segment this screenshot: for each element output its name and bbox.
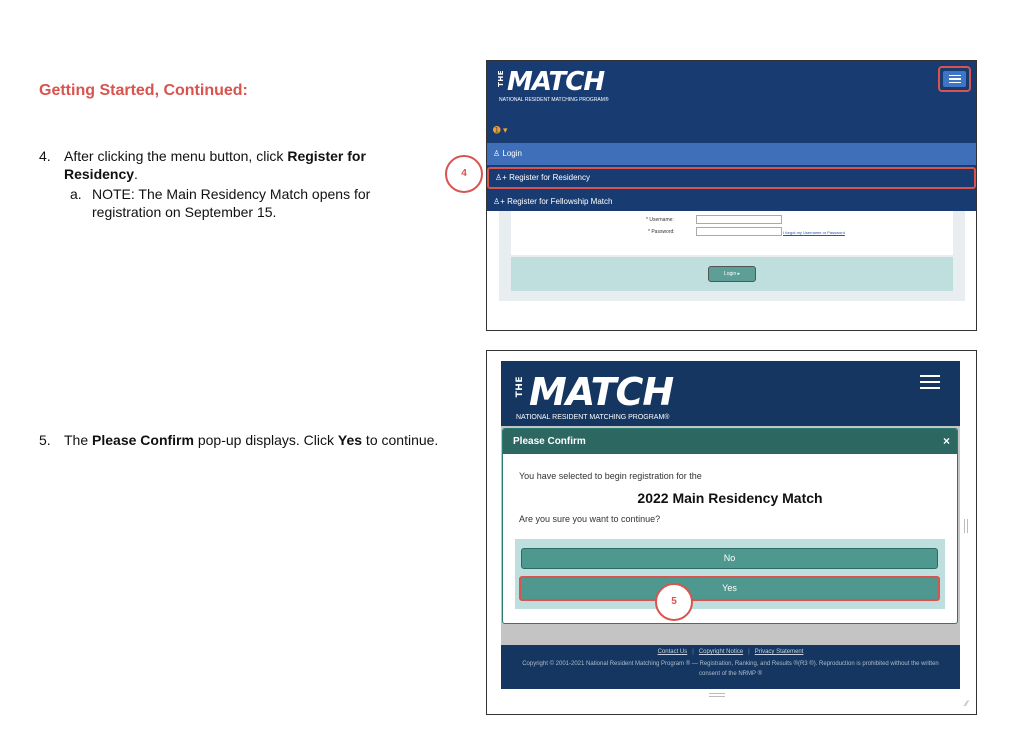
hamburger-icon[interactable] — [920, 375, 940, 389]
add-user-icon: ♙+ — [493, 197, 505, 206]
login-button[interactable]: Login ▸ — [708, 266, 756, 282]
step-bold-text: Yes — [337, 432, 363, 448]
link-separator: | — [692, 649, 694, 655]
step-bold-text: Please Confirm — [92, 432, 194, 448]
copyright-text: Copyright © 2001-2021 National Resident Matching Program ® — Registration, Ranking, and Results ®(R3 ®). Reproduction is prohibited without the written consent of the NRMP ® — [522, 661, 939, 677]
site-footer — [501, 645, 960, 689]
step-number: 5. — [39, 432, 51, 448]
logo-the: THE — [515, 376, 525, 398]
login-form — [499, 211, 965, 301]
step-text: After clicking the menu button, click — [64, 148, 288, 164]
screenshot-menu — [486, 60, 977, 331]
password-input[interactable] — [696, 227, 782, 236]
menu-item-login[interactable] — [487, 143, 976, 165]
menu-item-label: Register for Residency — [509, 173, 590, 182]
hamburger-icon — [943, 71, 966, 87]
menu-item-register-residency[interactable] — [487, 167, 976, 189]
callout-5: 5 — [655, 583, 693, 621]
contact-link[interactable]: Contact Us — [657, 649, 688, 655]
step-5 — [39, 431, 439, 449]
site-header — [501, 361, 960, 426]
step-4-note — [70, 185, 439, 221]
step-text: pop-up displays. Click — [193, 432, 338, 448]
modal-header — [503, 429, 957, 454]
login-fields — [511, 211, 953, 255]
login-button-bar — [511, 257, 953, 291]
step-4 — [39, 147, 439, 221]
modal-title: Please Confirm — [513, 436, 586, 447]
username-input[interactable] — [696, 215, 782, 224]
username-label: * Username: — [646, 217, 674, 223]
copyright-link[interactable]: Copyright Notice — [698, 649, 744, 655]
modal-intro-text: You have selected to begin registration for the — [519, 471, 702, 481]
add-user-icon: ♙+ — [495, 173, 507, 182]
step-number: 4. — [39, 148, 51, 164]
step-text: The — [64, 432, 93, 448]
menu-item-register-fellowship[interactable] — [487, 191, 976, 213]
user-icon: ♙ — [493, 149, 501, 158]
resize-grip-icon[interactable] — [709, 693, 725, 697]
info-icon[interactable]: ➊ ▾ — [493, 125, 508, 135]
callout-4: 4 — [445, 155, 483, 193]
match-logo[interactable] — [497, 67, 617, 107]
match-title: 2022 Main Residency Match — [637, 490, 823, 506]
step-bold-text: Register for Residency — [64, 148, 366, 182]
substep-text: NOTE: The Main Residency Match opens for registration on September 15. — [92, 186, 371, 220]
logo-subtitle: NATIONAL RESIDENT MATCHING PROGRAM® — [516, 414, 670, 421]
footer-links — [501, 649, 960, 655]
no-button[interactable]: No — [521, 548, 938, 569]
password-label: * Password: — [648, 229, 675, 235]
section-heading: Getting Started, Continued: — [39, 82, 248, 99]
substep-label: a. — [70, 186, 82, 202]
logo-word: MATCH — [529, 370, 674, 414]
confirm-modal — [502, 428, 958, 624]
match-logo[interactable] — [515, 370, 715, 421]
nav-menu — [487, 111, 976, 211]
logo-the: THE — [497, 70, 505, 87]
menu-button[interactable] — [938, 66, 971, 92]
logo-word: MATCH — [507, 67, 605, 97]
app-window — [501, 361, 960, 689]
screenshot-confirm — [486, 350, 977, 715]
menu-item-label: Login — [502, 149, 522, 158]
privacy-link[interactable]: Privacy Statement — [754, 649, 804, 655]
step-text: to continue. — [362, 432, 439, 448]
menu-item-label: Register for Fellowship Match — [507, 197, 613, 206]
site-header — [487, 61, 976, 111]
modal-button-area — [515, 539, 945, 609]
logo-subtitle: NATIONAL RESIDENT MATCHING PROGRAM® — [499, 97, 609, 103]
resize-corner-icon[interactable]: ∕∕ — [965, 699, 968, 708]
close-icon[interactable]: × — [942, 434, 950, 448]
link-separator: | — [748, 649, 750, 655]
forgot-link[interactable]: I forgot my Username or Password — [783, 230, 845, 235]
step-text-suffix: . — [134, 166, 138, 182]
yes-button[interactable]: Yes — [519, 576, 940, 601]
modal-question-text: Are you sure you want to continue? — [519, 514, 661, 524]
scrollbar-handle[interactable] — [964, 519, 968, 533]
